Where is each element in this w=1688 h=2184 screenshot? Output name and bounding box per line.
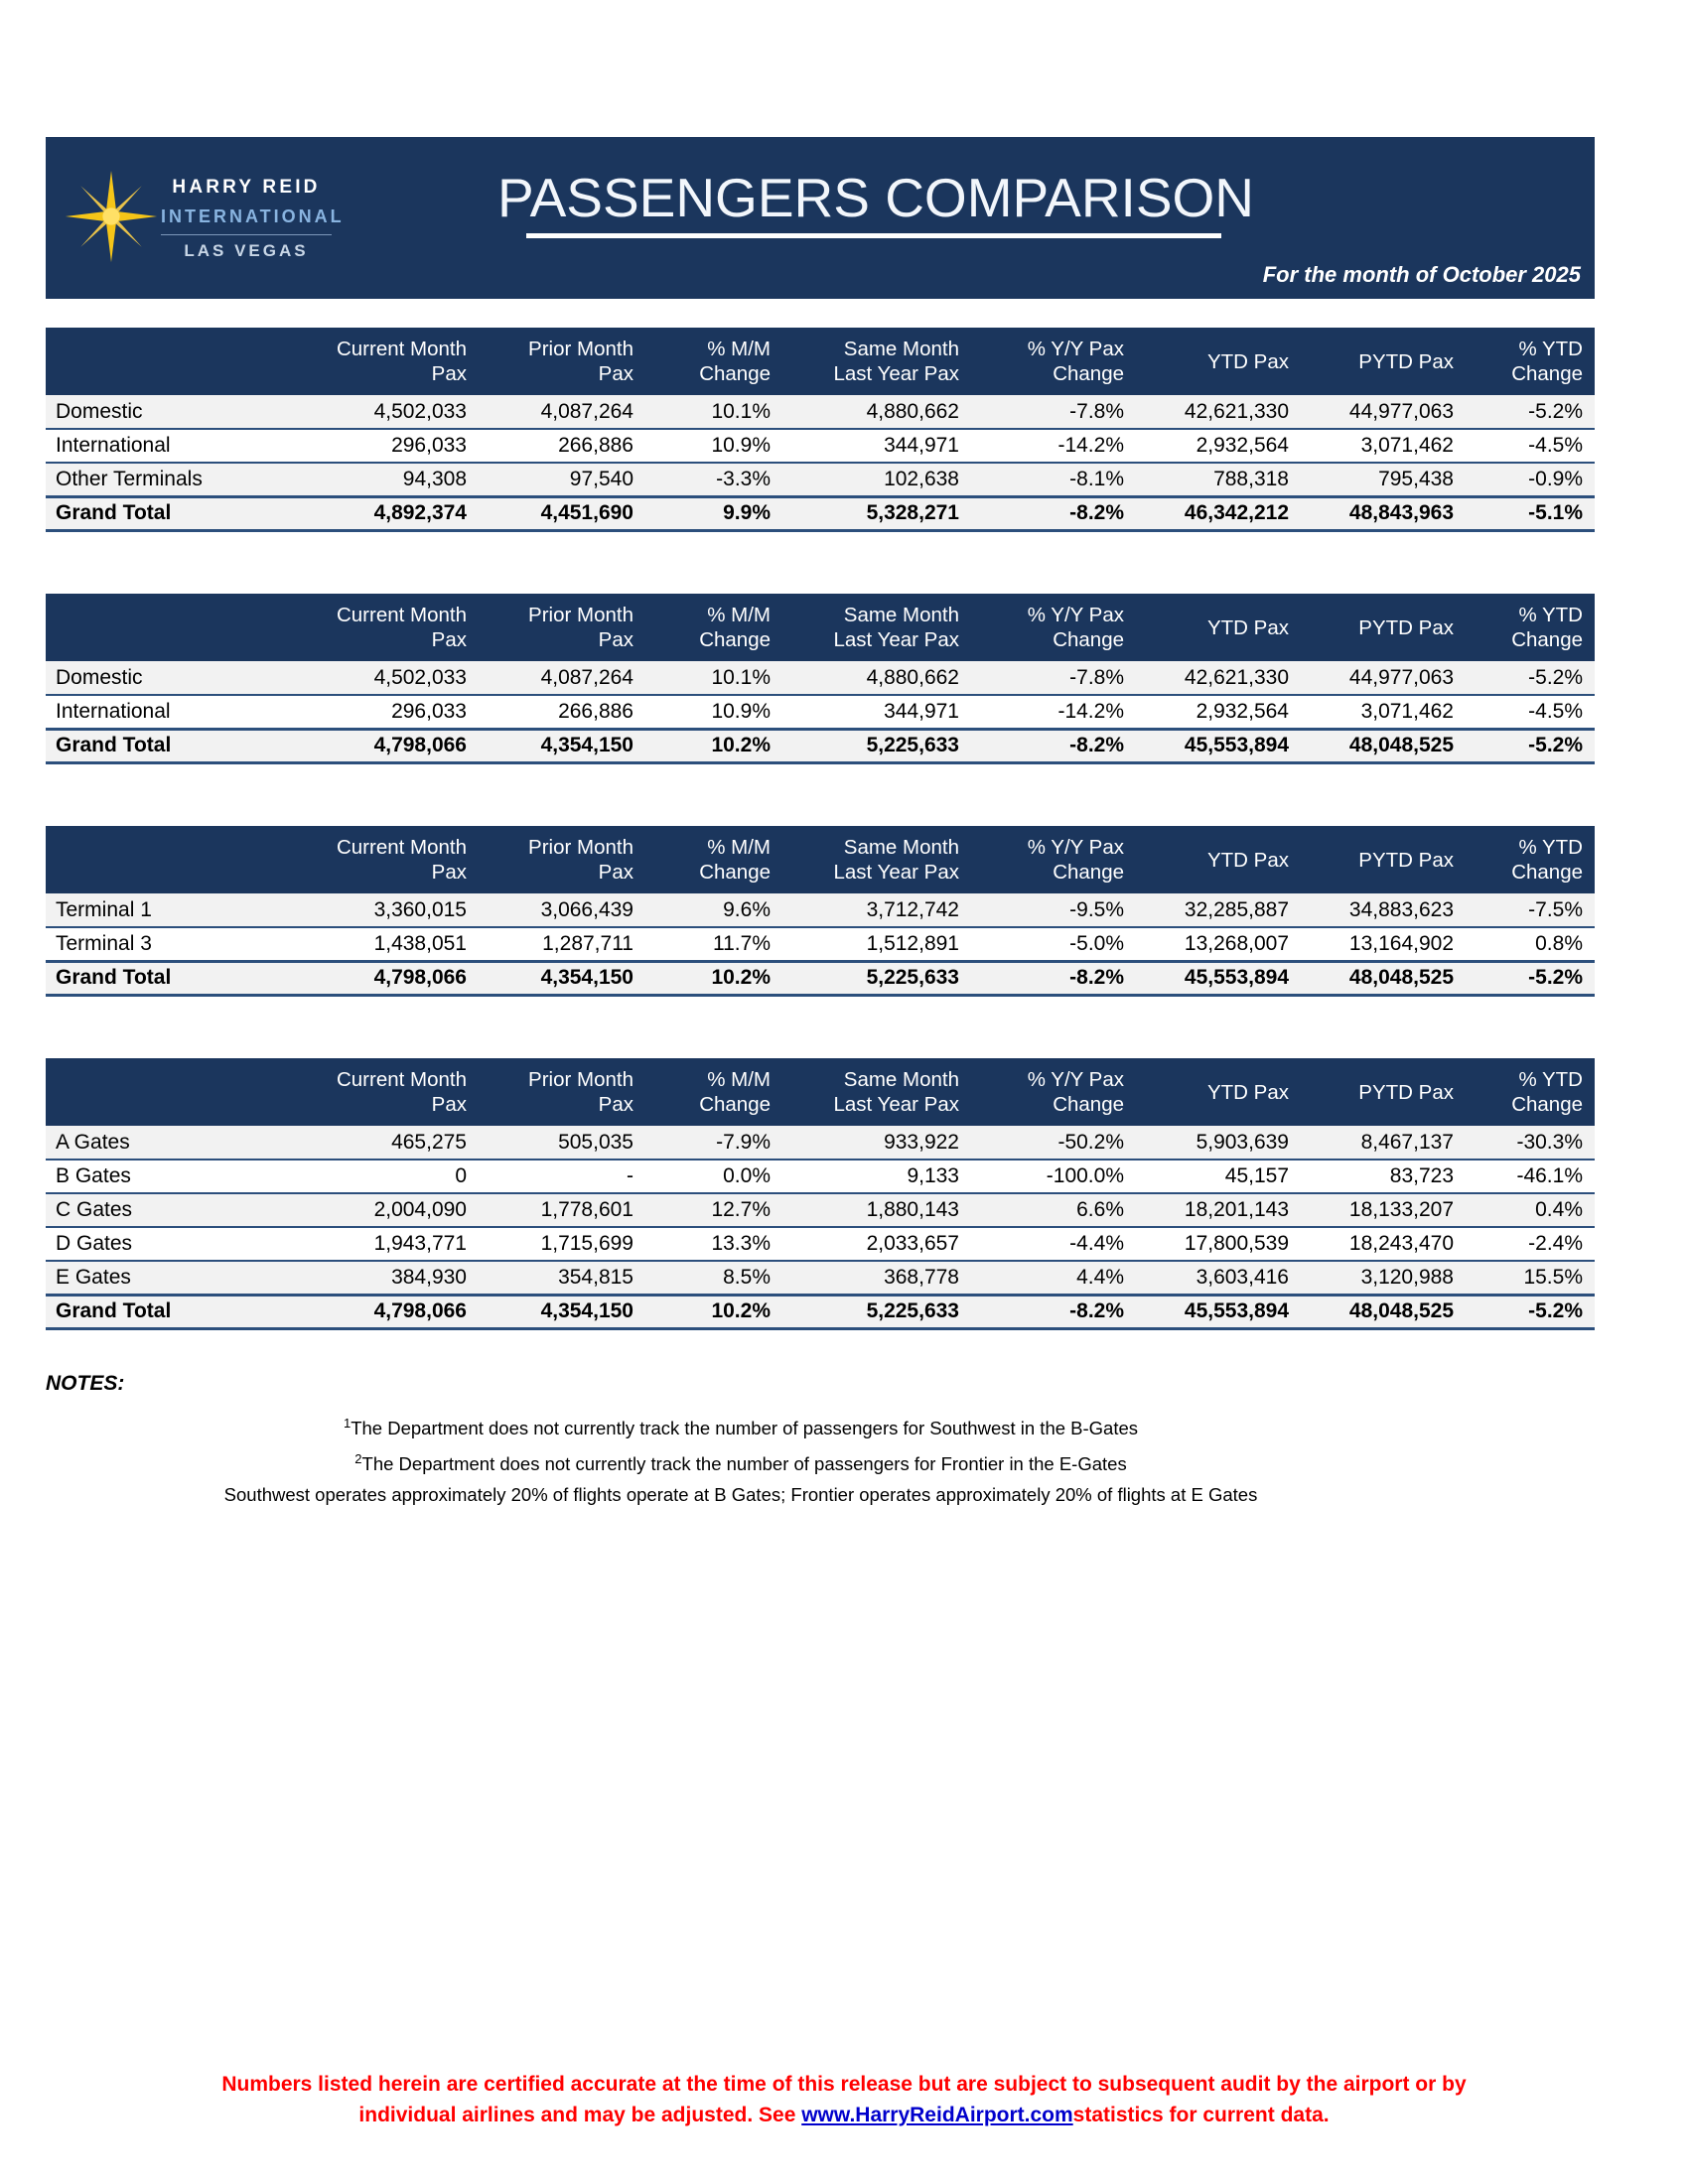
cell-prior: 354,815 [479, 1261, 645, 1295]
col-header-same-month-last-year: Same Month Last Year Pax [782, 1058, 971, 1126]
table-terminals [46, 826, 1595, 997]
col-header-prior-month: Prior Month Pax [479, 594, 645, 661]
note-text-1: The Department does not currently track the number of passengers for Southwest in the B-Gates [351, 1418, 1139, 1439]
cell-same: 344,971 [782, 695, 971, 729]
cell-prior: 1,778,601 [479, 1193, 645, 1227]
col-header-ytd-pax: YTD Pax [1136, 826, 1301, 893]
cell-prior: 97,540 [479, 463, 645, 496]
cell-pytd: 18,133,207 [1301, 1193, 1466, 1227]
notes-list [46, 1408, 1436, 1510]
cell-ytdchg: -30.3% [1466, 1126, 1595, 1160]
table-row [46, 463, 1595, 496]
disclaimer-text-pre: individual airlines and may be adjusted. See [358, 2104, 802, 2126]
cell-prior: 4,087,264 [479, 395, 645, 429]
note-item [46, 1443, 1436, 1479]
table-row [46, 893, 1595, 927]
cell-pytd: 795,438 [1301, 463, 1466, 496]
row-label: Grand Total [46, 961, 312, 995]
cell-same: 102,638 [782, 463, 971, 496]
cell-current: 4,892,374 [312, 496, 479, 530]
cell-pytd: 48,048,525 [1301, 961, 1466, 995]
cell-pytd: 44,977,063 [1301, 661, 1466, 695]
cell-ytdchg: -2.4% [1466, 1227, 1595, 1261]
cell-ytdchg: -7.5% [1466, 893, 1595, 927]
cell-ytdchg: -4.5% [1466, 695, 1595, 729]
cell-yy: -14.2% [971, 429, 1136, 463]
cell-pytd: 48,048,525 [1301, 729, 1466, 762]
cell-current: 4,502,033 [312, 661, 479, 695]
report-header-banner [46, 137, 1595, 299]
col-header-prior-month: Prior Month Pax [479, 328, 645, 395]
note-item [46, 1408, 1436, 1443]
cell-ytdchg: -0.9% [1466, 463, 1595, 496]
cell-same: 5,225,633 [782, 1295, 971, 1328]
cell-current: 384,930 [312, 1261, 479, 1295]
cell-ytd: 45,553,894 [1136, 729, 1301, 762]
table-row [46, 927, 1595, 961]
row-label: B Gates [46, 1160, 312, 1193]
cell-yy: -8.2% [971, 496, 1136, 530]
cell-mm: 10.1% [645, 395, 782, 429]
star-burst-icon [64, 169, 159, 264]
cell-prior: 4,451,690 [479, 496, 645, 530]
table-total-row [46, 1295, 1595, 1328]
cell-current: 4,798,066 [312, 729, 479, 762]
col-header-same-month-last-year: Same Month Last Year Pax [782, 826, 971, 893]
col-header-mm-change: % M/M Change [645, 1058, 782, 1126]
cell-ytdchg: -46.1% [1466, 1160, 1595, 1193]
notes-heading: NOTES: [46, 1372, 125, 1395]
cell-ytd: 18,201,143 [1136, 1193, 1301, 1227]
table-total-row [46, 496, 1595, 530]
cell-same: 5,225,633 [782, 729, 971, 762]
col-header-yy-change: % Y/Y Pax Change [971, 826, 1136, 893]
cell-yy: -5.0% [971, 927, 1136, 961]
cell-ytd: 2,932,564 [1136, 695, 1301, 729]
disclaimer-line-2 [0, 2100, 1688, 2130]
cell-current: 4,798,066 [312, 961, 479, 995]
note-marker-2: 2 [354, 1451, 362, 1467]
cell-pytd: 48,843,963 [1301, 496, 1466, 530]
table-body [46, 661, 1595, 762]
cell-mm: 9.9% [645, 496, 782, 530]
table-row [46, 429, 1595, 463]
col-header-ytd-pax: YTD Pax [1136, 1058, 1301, 1126]
airport-logo [58, 147, 345, 289]
col-header-pytd-pax: PYTD Pax [1301, 594, 1466, 661]
col-header-yy-change: % Y/Y Pax Change [971, 328, 1136, 395]
col-header-ytd-change: % YTD Change [1466, 594, 1595, 661]
cell-ytd: 42,621,330 [1136, 661, 1301, 695]
col-header-mm-change: % M/M Change [645, 594, 782, 661]
cell-pytd: 83,723 [1301, 1160, 1466, 1193]
cell-prior: - [479, 1160, 645, 1193]
cell-ytdchg: -5.1% [1466, 496, 1595, 530]
cell-prior: 4,354,150 [479, 961, 645, 995]
logo-divider [161, 234, 332, 235]
col-header-mm-change: % M/M Change [645, 826, 782, 893]
cell-ytdchg: -5.2% [1466, 1295, 1595, 1328]
cell-prior: 1,715,699 [479, 1227, 645, 1261]
cell-current: 4,502,033 [312, 395, 479, 429]
cell-ytdchg: -5.2% [1466, 661, 1595, 695]
col-header-pytd-pax: PYTD Pax [1301, 328, 1466, 395]
cell-same: 5,225,633 [782, 961, 971, 995]
col-header-same-month-last-year: Same Month Last Year Pax [782, 594, 971, 661]
cell-prior: 4,354,150 [479, 1295, 645, 1328]
col-header-current-month: Current Month Pax [312, 826, 479, 893]
cell-same: 5,328,271 [782, 496, 971, 530]
table-row [46, 1160, 1595, 1193]
cell-pytd: 3,120,988 [1301, 1261, 1466, 1295]
disclaimer-line-1: Numbers listed herein are certified accurate at the time of this release but are subject to subsequent audit by the airport or by [221, 2073, 1467, 2096]
table-row [46, 695, 1595, 729]
cell-ytdchg: -5.2% [1466, 395, 1595, 429]
row-label: Terminal 3 [46, 927, 312, 961]
cell-yy: -7.8% [971, 395, 1136, 429]
row-label: C Gates [46, 1193, 312, 1227]
cell-ytd: 45,553,894 [1136, 961, 1301, 995]
harry-reid-airport-link[interactable]: www.HarryReidAirport.com [801, 2104, 1073, 2126]
cell-mm: 9.6% [645, 893, 782, 927]
cell-same: 344,971 [782, 429, 971, 463]
col-header-yy-change: % Y/Y Pax Change [971, 1058, 1136, 1126]
cell-ytd: 46,342,212 [1136, 496, 1301, 530]
footer-disclaimer [0, 2069, 1688, 2130]
row-label: Other Terminals [46, 463, 312, 496]
col-header-ytd-pax: YTD Pax [1136, 594, 1301, 661]
cell-mm: 12.7% [645, 1193, 782, 1227]
cell-same: 2,033,657 [782, 1227, 971, 1261]
row-label: Domestic [46, 661, 312, 695]
col-header-yy-change: % Y/Y Pax Change [971, 594, 1136, 661]
col-header-current-month: Current Month Pax [312, 1058, 479, 1126]
cell-yy: -8.1% [971, 463, 1136, 496]
cell-current: 1,943,771 [312, 1227, 479, 1261]
cell-mm: 13.3% [645, 1227, 782, 1261]
logo-line-harry-reid: HARRY REID [172, 177, 321, 198]
note-text-3: Southwest operates approximately 20% of flights operate at B Gates; Frontier operates approximately 20% of flights at E Gates [223, 1484, 1258, 1506]
row-label: Terminal 1 [46, 893, 312, 927]
cell-mm: -3.3% [645, 463, 782, 496]
disclaimer-text-post: statistics for current data. [1072, 2104, 1330, 2126]
cell-prior: 266,886 [479, 429, 645, 463]
col-header-current-month: Current Month Pax [312, 594, 479, 661]
cell-same: 1,880,143 [782, 1193, 971, 1227]
row-label: Grand Total [46, 496, 312, 530]
cell-current: 1,438,051 [312, 927, 479, 961]
row-label: A Gates [46, 1126, 312, 1160]
cell-ytd: 45,157 [1136, 1160, 1301, 1193]
cell-same: 4,880,662 [782, 661, 971, 695]
cell-ytdchg: -4.5% [1466, 429, 1595, 463]
note-text-2: The Department does not currently track the number of passengers for Frontier in the E-Gates [361, 1453, 1127, 1475]
col-header-pytd-pax: PYTD Pax [1301, 1058, 1466, 1126]
table-summary-with-other-terminals [46, 328, 1595, 532]
note-item [46, 1479, 1436, 1510]
cell-mm: 10.2% [645, 729, 782, 762]
cell-mm: 10.9% [645, 429, 782, 463]
cell-prior: 266,886 [479, 695, 645, 729]
table-row [46, 395, 1595, 429]
table-row [46, 1227, 1595, 1261]
cell-current: 4,798,066 [312, 1295, 479, 1328]
row-label: Grand Total [46, 729, 312, 762]
table-row [46, 661, 1595, 695]
col-header-ytd-change: % YTD Change [1466, 826, 1595, 893]
cell-ytdchg: 0.4% [1466, 1193, 1595, 1227]
table-body [46, 1126, 1595, 1328]
row-label: International [46, 429, 312, 463]
cell-pytd: 18,243,470 [1301, 1227, 1466, 1261]
table-header-row [46, 826, 1595, 893]
cell-pytd: 44,977,063 [1301, 395, 1466, 429]
note-marker-1: 1 [343, 1416, 352, 1431]
col-header-same-month-last-year: Same Month Last Year Pax [782, 328, 971, 395]
cell-ytd: 45,553,894 [1136, 1295, 1301, 1328]
cell-yy: -8.2% [971, 729, 1136, 762]
row-label: D Gates [46, 1227, 312, 1261]
cell-ytdchg: 15.5% [1466, 1261, 1595, 1295]
table-domestic-international [46, 594, 1595, 764]
col-header-mm-change: % M/M Change [645, 328, 782, 395]
cell-yy: -9.5% [971, 893, 1136, 927]
cell-current: 296,033 [312, 429, 479, 463]
table-header-row [46, 328, 1595, 395]
cell-ytd: 3,603,416 [1136, 1261, 1301, 1295]
cell-pytd: 3,071,462 [1301, 429, 1466, 463]
col-header-current-month: Current Month Pax [312, 328, 479, 395]
cell-same: 933,922 [782, 1126, 971, 1160]
cell-current: 3,360,015 [312, 893, 479, 927]
table-body [46, 395, 1595, 530]
cell-prior: 4,354,150 [479, 729, 645, 762]
cell-current: 0 [312, 1160, 479, 1193]
cell-ytd: 5,903,639 [1136, 1126, 1301, 1160]
cell-mm: 10.2% [645, 961, 782, 995]
cell-yy: 6.6% [971, 1193, 1136, 1227]
cell-yy: -50.2% [971, 1126, 1136, 1160]
table-row [46, 1193, 1595, 1227]
cell-current: 296,033 [312, 695, 479, 729]
cell-prior: 505,035 [479, 1126, 645, 1160]
cell-pytd: 3,071,462 [1301, 695, 1466, 729]
table-row [46, 1261, 1595, 1295]
col-header-pytd-pax: PYTD Pax [1301, 826, 1466, 893]
cell-current: 465,275 [312, 1126, 479, 1160]
cell-yy: -8.2% [971, 1295, 1136, 1328]
table-total-row [46, 729, 1595, 762]
cell-mm: 10.9% [645, 695, 782, 729]
col-header-ytd-pax: YTD Pax [1136, 328, 1301, 395]
row-label: E Gates [46, 1261, 312, 1295]
table-gates [46, 1058, 1595, 1330]
page-title-underline [526, 233, 1221, 238]
cell-same: 4,880,662 [782, 395, 971, 429]
logo-line-international: INTERNATIONAL [161, 206, 345, 226]
logo-line-las-vegas: LAS VEGAS [184, 241, 309, 260]
col-header-prior-month: Prior Month Pax [479, 1058, 645, 1126]
col-header-rowlabel [46, 826, 312, 893]
cell-pytd: 8,467,137 [1301, 1126, 1466, 1160]
cell-ytdchg: -5.2% [1466, 729, 1595, 762]
cell-ytd: 13,268,007 [1136, 927, 1301, 961]
cell-ytd: 32,285,887 [1136, 893, 1301, 927]
col-header-rowlabel [46, 594, 312, 661]
cell-prior: 1,287,711 [479, 927, 645, 961]
cell-mm: 11.7% [645, 927, 782, 961]
cell-same: 9,133 [782, 1160, 971, 1193]
cell-same: 1,512,891 [782, 927, 971, 961]
cell-mm: 0.0% [645, 1160, 782, 1193]
table-header-row [46, 1058, 1595, 1126]
cell-ytdchg: 0.8% [1466, 927, 1595, 961]
cell-mm: -7.9% [645, 1126, 782, 1160]
row-label: Grand Total [46, 1295, 312, 1328]
cell-prior: 4,087,264 [479, 661, 645, 695]
page-title: PASSENGERS COMPARISON [497, 167, 1254, 228]
table-total-row [46, 961, 1595, 995]
cell-pytd: 13,164,902 [1301, 927, 1466, 961]
cell-yy: -4.4% [971, 1227, 1136, 1261]
cell-ytdchg: -5.2% [1466, 961, 1595, 995]
report-period-subtitle: For the month of October 2025 [1262, 262, 1581, 287]
cell-current: 2,004,090 [312, 1193, 479, 1227]
col-header-ytd-change: % YTD Change [1466, 328, 1595, 395]
logo-wordmark [161, 175, 345, 263]
table-header-row [46, 594, 1595, 661]
cell-current: 94,308 [312, 463, 479, 496]
cell-yy: 4.4% [971, 1261, 1136, 1295]
cell-ytd: 788,318 [1136, 463, 1301, 496]
table-row [46, 1126, 1595, 1160]
cell-same: 368,778 [782, 1261, 971, 1295]
cell-ytd: 42,621,330 [1136, 395, 1301, 429]
cell-ytd: 2,932,564 [1136, 429, 1301, 463]
cell-yy: -8.2% [971, 961, 1136, 995]
cell-ytd: 17,800,539 [1136, 1227, 1301, 1261]
cell-mm: 8.5% [645, 1261, 782, 1295]
cell-pytd: 34,883,623 [1301, 893, 1466, 927]
cell-yy: -7.8% [971, 661, 1136, 695]
table-body [46, 893, 1595, 995]
cell-prior: 3,066,439 [479, 893, 645, 927]
col-header-rowlabel [46, 328, 312, 395]
col-header-rowlabel [46, 1058, 312, 1126]
row-label: International [46, 695, 312, 729]
cell-yy: -14.2% [971, 695, 1136, 729]
cell-yy: -100.0% [971, 1160, 1136, 1193]
row-label: Domestic [46, 395, 312, 429]
col-header-ytd-change: % YTD Change [1466, 1058, 1595, 1126]
col-header-prior-month: Prior Month Pax [479, 826, 645, 893]
cell-mm: 10.1% [645, 661, 782, 695]
cell-pytd: 48,048,525 [1301, 1295, 1466, 1328]
cell-same: 3,712,742 [782, 893, 971, 927]
cell-mm: 10.2% [645, 1295, 782, 1328]
